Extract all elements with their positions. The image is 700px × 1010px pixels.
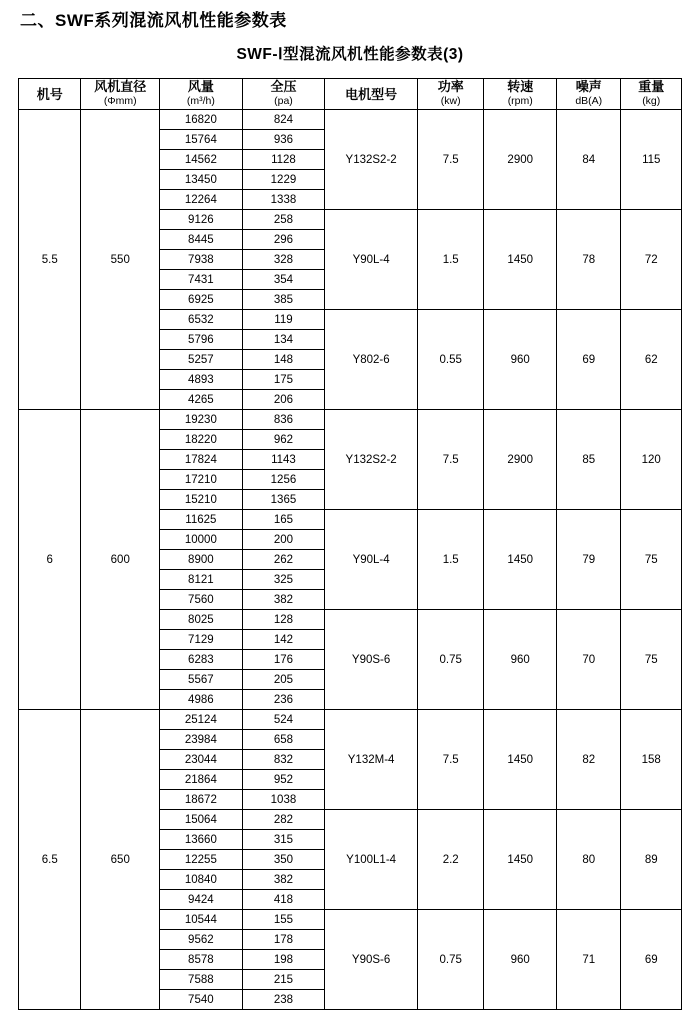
cell-flow: 12255 xyxy=(160,850,243,870)
cell-flow: 12264 xyxy=(160,190,243,210)
header-cell-pressure xyxy=(242,79,325,110)
cell-pressure: 1256 xyxy=(242,470,325,490)
cell-flow: 9424 xyxy=(160,890,243,910)
cell-pressure: 350 xyxy=(242,850,325,870)
cell-diameter: 550 xyxy=(81,110,160,410)
header-main-label: 风量 xyxy=(187,79,214,94)
cell-flow: 10000 xyxy=(160,530,243,550)
cell-pressure: 325 xyxy=(242,570,325,590)
cell-pressure: 952 xyxy=(242,770,325,790)
cell-pressure: 836 xyxy=(242,410,325,430)
cell-flow: 4265 xyxy=(160,390,243,410)
cell-speed: 960 xyxy=(484,310,557,410)
header-main-label: 机号 xyxy=(36,86,63,102)
header-cell-motor xyxy=(325,79,418,110)
fan-performance-table xyxy=(18,78,682,1010)
cell-flow: 6283 xyxy=(160,650,243,670)
cell-weight: 75 xyxy=(621,510,682,610)
cell-pressure: 258 xyxy=(242,210,325,230)
cell-power: 0.75 xyxy=(417,610,484,710)
cell-flow: 17824 xyxy=(160,450,243,470)
cell-flow: 4986 xyxy=(160,690,243,710)
cell-flow: 23044 xyxy=(160,750,243,770)
cell-flow: 9562 xyxy=(160,930,243,950)
cell-motor-model: Y132M-4 xyxy=(325,710,418,810)
cell-weight: 120 xyxy=(621,410,682,510)
cell-flow: 13660 xyxy=(160,830,243,850)
cell-speed: 1450 xyxy=(484,210,557,310)
cell-speed: 1450 xyxy=(484,510,557,610)
cell-flow: 5257 xyxy=(160,350,243,370)
cell-pressure: 198 xyxy=(242,950,325,970)
cell-pressure: 328 xyxy=(242,250,325,270)
cell-weight: 115 xyxy=(621,110,682,210)
header-sub-label: dB(A) xyxy=(575,95,603,107)
header-main-label: 噪声 xyxy=(575,79,602,94)
cell-flow: 7938 xyxy=(160,250,243,270)
cell-flow: 5796 xyxy=(160,330,243,350)
cell-flow: 4893 xyxy=(160,370,243,390)
cell-pressure: 282 xyxy=(242,810,325,830)
cell-flow: 8900 xyxy=(160,550,243,570)
header-sub-label: (Φmm) xyxy=(103,95,137,107)
cell-motor-model: Y90L-4 xyxy=(325,510,418,610)
cell-speed: 2900 xyxy=(484,410,557,510)
cell-weight: 158 xyxy=(621,710,682,810)
cell-noise: 79 xyxy=(557,510,621,610)
cell-pressure: 832 xyxy=(242,750,325,770)
cell-pressure: 238 xyxy=(242,990,325,1010)
cell-weight: 69 xyxy=(621,910,682,1010)
cell-power: 1.5 xyxy=(417,510,484,610)
cell-flow: 10544 xyxy=(160,910,243,930)
cell-flow: 10840 xyxy=(160,870,243,890)
cell-flow: 8121 xyxy=(160,570,243,590)
cell-speed: 960 xyxy=(484,610,557,710)
cell-flow: 19230 xyxy=(160,410,243,430)
cell-flow: 21864 xyxy=(160,770,243,790)
cell-noise: 82 xyxy=(557,710,621,810)
cell-pressure: 176 xyxy=(242,650,325,670)
document-page xyxy=(0,8,700,1006)
cell-flow: 7129 xyxy=(160,630,243,650)
header-cell-speed xyxy=(484,79,557,110)
cell-flow: 15210 xyxy=(160,490,243,510)
cell-speed: 1450 xyxy=(484,810,557,910)
cell-weight: 62 xyxy=(621,310,682,410)
cell-pressure: 382 xyxy=(242,870,325,890)
cell-speed: 960 xyxy=(484,910,557,1010)
cell-pressure: 128 xyxy=(242,610,325,630)
cell-pressure: 178 xyxy=(242,930,325,950)
cell-flow: 8025 xyxy=(160,610,243,630)
cell-noise: 70 xyxy=(557,610,621,710)
header-main-label: 全压 xyxy=(270,79,297,94)
header-sub-label: (kg) xyxy=(642,95,661,107)
cell-flow: 6925 xyxy=(160,290,243,310)
header-main-label: 重量 xyxy=(638,79,665,94)
cell-pressure: 200 xyxy=(242,530,325,550)
cell-motor-model: Y802-6 xyxy=(325,310,418,410)
cell-pressure: 418 xyxy=(242,890,325,910)
cell-pressure: 175 xyxy=(242,370,325,390)
cell-model-no: 5.5 xyxy=(19,110,81,410)
cell-motor-model: Y90S-6 xyxy=(325,910,418,1010)
cell-noise: 69 xyxy=(557,310,621,410)
header-cell-diameter xyxy=(81,79,160,110)
cell-diameter: 600 xyxy=(81,410,160,710)
cell-pressure: 1229 xyxy=(242,170,325,190)
header-main-label: 功率 xyxy=(437,79,464,94)
header-sub-label: (rpm) xyxy=(507,95,533,107)
cell-pressure: 134 xyxy=(242,330,325,350)
cell-flow: 18220 xyxy=(160,430,243,450)
cell-pressure: 382 xyxy=(242,590,325,610)
cell-pressure: 206 xyxy=(242,390,325,410)
cell-motor-model: Y132S2-2 xyxy=(325,110,418,210)
cell-flow: 14562 xyxy=(160,150,243,170)
header-cell-noise xyxy=(557,79,621,110)
cell-motor-model: Y100L1-4 xyxy=(325,810,418,910)
cell-pressure: 1038 xyxy=(242,790,325,810)
cell-model-no: 6 xyxy=(19,410,81,710)
cell-weight: 89 xyxy=(621,810,682,910)
cell-power: 0.75 xyxy=(417,910,484,1010)
cell-speed: 1450 xyxy=(484,710,557,810)
cell-pressure: 962 xyxy=(242,430,325,450)
cell-motor-model: Y132S2-2 xyxy=(325,410,418,510)
cell-power: 0.55 xyxy=(417,310,484,410)
cell-flow: 13450 xyxy=(160,170,243,190)
cell-flow: 15064 xyxy=(160,810,243,830)
table-row xyxy=(19,110,682,130)
cell-pressure: 1365 xyxy=(242,490,325,510)
cell-diameter: 650 xyxy=(81,710,160,1010)
cell-pressure: 658 xyxy=(242,730,325,750)
header-row xyxy=(19,79,682,110)
cell-flow: 5567 xyxy=(160,670,243,690)
cell-pressure: 236 xyxy=(242,690,325,710)
table-body xyxy=(19,110,682,1010)
cell-weight: 72 xyxy=(621,210,682,310)
cell-pressure: 215 xyxy=(242,970,325,990)
cell-power: 7.5 xyxy=(417,710,484,810)
table-row xyxy=(19,710,682,730)
cell-noise: 80 xyxy=(557,810,621,910)
header-sub-label: (kw) xyxy=(440,95,461,107)
cell-flow: 15764 xyxy=(160,130,243,150)
header-main-label: 电机型号 xyxy=(345,86,398,102)
cell-pressure: 165 xyxy=(242,510,325,530)
cell-pressure: 1338 xyxy=(242,190,325,210)
cell-pressure: 1143 xyxy=(242,450,325,470)
cell-pressure: 148 xyxy=(242,350,325,370)
header-cell-weight xyxy=(621,79,682,110)
cell-flow: 7431 xyxy=(160,270,243,290)
cell-flow: 8578 xyxy=(160,950,243,970)
header-cell-flow xyxy=(160,79,243,110)
cell-flow: 23984 xyxy=(160,730,243,750)
cell-motor-model: Y90L-4 xyxy=(325,210,418,310)
cell-pressure: 1128 xyxy=(242,150,325,170)
cell-flow: 25124 xyxy=(160,710,243,730)
cell-noise: 71 xyxy=(557,910,621,1010)
cell-noise: 78 xyxy=(557,210,621,310)
cell-power: 7.5 xyxy=(417,410,484,510)
cell-noise: 85 xyxy=(557,410,621,510)
cell-pressure: 385 xyxy=(242,290,325,310)
cell-flow: 9126 xyxy=(160,210,243,230)
header-sub-label: (m³/h) xyxy=(186,95,215,107)
cell-pressure: 824 xyxy=(242,110,325,130)
cell-flow: 18672 xyxy=(160,790,243,810)
header-cell-power xyxy=(417,79,484,110)
cell-flow: 7540 xyxy=(160,990,243,1010)
cell-flow: 7588 xyxy=(160,970,243,990)
header-main-label: 转速 xyxy=(507,79,534,94)
cell-model-no: 6.5 xyxy=(19,710,81,1010)
cell-pressure: 296 xyxy=(242,230,325,250)
cell-power: 1.5 xyxy=(417,210,484,310)
section-title: 二、SWF系列混流风机性能参数表 xyxy=(20,11,287,30)
cell-pressure: 315 xyxy=(242,830,325,850)
cell-pressure: 205 xyxy=(242,670,325,690)
header-sub-label: (pa) xyxy=(274,95,293,107)
table-header xyxy=(19,79,682,110)
header-cell-model-no xyxy=(19,79,81,110)
cell-flow: 8445 xyxy=(160,230,243,250)
cell-pressure: 119 xyxy=(242,310,325,330)
cell-pressure: 155 xyxy=(242,910,325,930)
table-row xyxy=(19,410,682,430)
cell-power: 7.5 xyxy=(417,110,484,210)
cell-pressure: 142 xyxy=(242,630,325,650)
table-title: SWF-Ⅰ型混流风机性能参数表(3) xyxy=(236,46,464,63)
cell-motor-model: Y90S-6 xyxy=(325,610,418,710)
cell-speed: 2900 xyxy=(484,110,557,210)
cell-weight: 75 xyxy=(621,610,682,710)
cell-noise: 84 xyxy=(557,110,621,210)
cell-flow: 16820 xyxy=(160,110,243,130)
cell-pressure: 524 xyxy=(242,710,325,730)
cell-pressure: 354 xyxy=(242,270,325,290)
cell-flow: 17210 xyxy=(160,470,243,490)
cell-pressure: 262 xyxy=(242,550,325,570)
cell-flow: 7560 xyxy=(160,590,243,610)
header-main-label: 风机直径 xyxy=(94,79,147,94)
cell-power: 2.2 xyxy=(417,810,484,910)
cell-flow: 6532 xyxy=(160,310,243,330)
cell-pressure: 936 xyxy=(242,130,325,150)
cell-flow: 11625 xyxy=(160,510,243,530)
